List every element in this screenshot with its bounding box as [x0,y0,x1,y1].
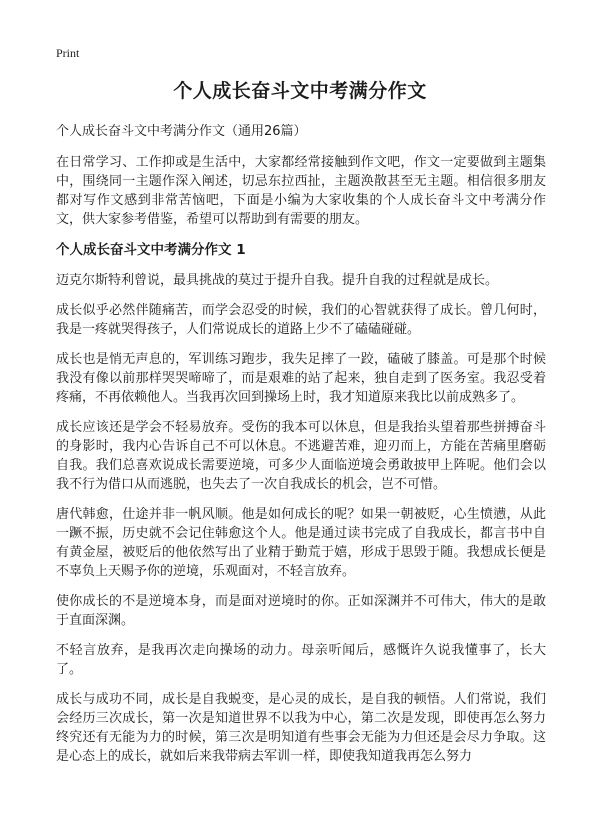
essay-paragraph: 成长也是悄无声息的，军训练习跑步，我失足摔了一跤，磕破了膝盖。可是那个时候我没有像以前那样哭哭啼啼了，而是艰难的站了起来，独自走到了医务室。我忍受着疼痛，不再依赖他人。当我再次回到操场上时，我才知道原来我比以前成熟多了。 [56,352,546,405]
essay-paragraph: 迈克尔斯特利曾说，最具挑战的莫过于提升自我。提升自我的过程就是成长。 [56,273,499,288]
print-link[interactable]: Print [56,46,80,60]
document-body [56,122,546,777]
essay-paragraph: 不轻言放弃，是我再次走向操场的动力。母亲听闻后，感慨许久说我懂事了，长大了。 [56,643,546,677]
essay-paragraph: 成长似乎必然伴随痛苦，而学会忍受的时候，我们的心智就获得了成长。曾几何时，我是一疼就哭得孩子，人们常说成长的道路上少不了磕磕碰碰。 [56,303,546,337]
intro-paragraph: 在日常学习、工作抑或是生活中，大家都经常接触到作文吧，作文一定要做到主题集中，围绕同一主题作深入阐述，切忌东拉西扯，主题涣散甚至无主题。相信很多朋友都对写作文感到非常苦恼吧，下面是小编为大家收集的个人成长奋斗文中考满分作文，供大家参考借鉴，希望可以帮助到有需要的朋友。 [56,155,546,227]
document-subtitle: 个人成长奋斗文中考满分作文（通用26篇） [56,124,307,139]
section-heading: 个人成长奋斗文中考满分作文 1 [56,242,246,258]
essay-paragraph: 使你成长的不是逆境本身，而是面对逆境时的你。正如深渊并不可伟大，伟大的是敢于直面深渊。 [56,594,546,628]
essay-paragraph: 唐代韩愈，仕途并非一帆风顺。他是如何成长的呢？如果一朝被贬，心生愤懑，从此一蹶不振，历史就不会记住韩愈这个人。他是通过读书完成了自我成长，都言书中自有黄金屋，被贬后的他依然写出了业精于勤荒于嬉，形成于思毁于随。我想成长便是不辜负上天赐予你的逆境，乐观面对，不轻言放弃。 [56,507,546,579]
essay-paragraph: 成长与成功不同，成长是自我蜕变，是心灵的成长，是自我的顿悟。人们常说，我们会经历三次成长，第一次是知道世界不以我为中心，第二次是发现，即使再怎么努力终究还有无能为力的时候，第三次是明知道有些事会无能为力但还是会尽力争取。这是心态上的成长，就如后来我带病去军训一样，即使我知道我再怎么努力 [56,692,546,764]
document-title: 个人成长奋斗文中考满分作文 [173,80,427,102]
essay-paragraph: 成长应该还是学会不轻易放弃。受伤的我本可以休息，但是我抬头望着那些拼搏奋斗的身影时，我内心告诉自己不可以休息。不逃避苦难，迎刃而上，方能在苦痛里磨砺自我。我们总喜欢说成长需要逆境，可多少人面临逆境会勇敢披甲上阵呢。他们会以我不行为借口从而逃脱，也失去了一次自我成长的机会，岂不可惜。 [56,420,546,492]
